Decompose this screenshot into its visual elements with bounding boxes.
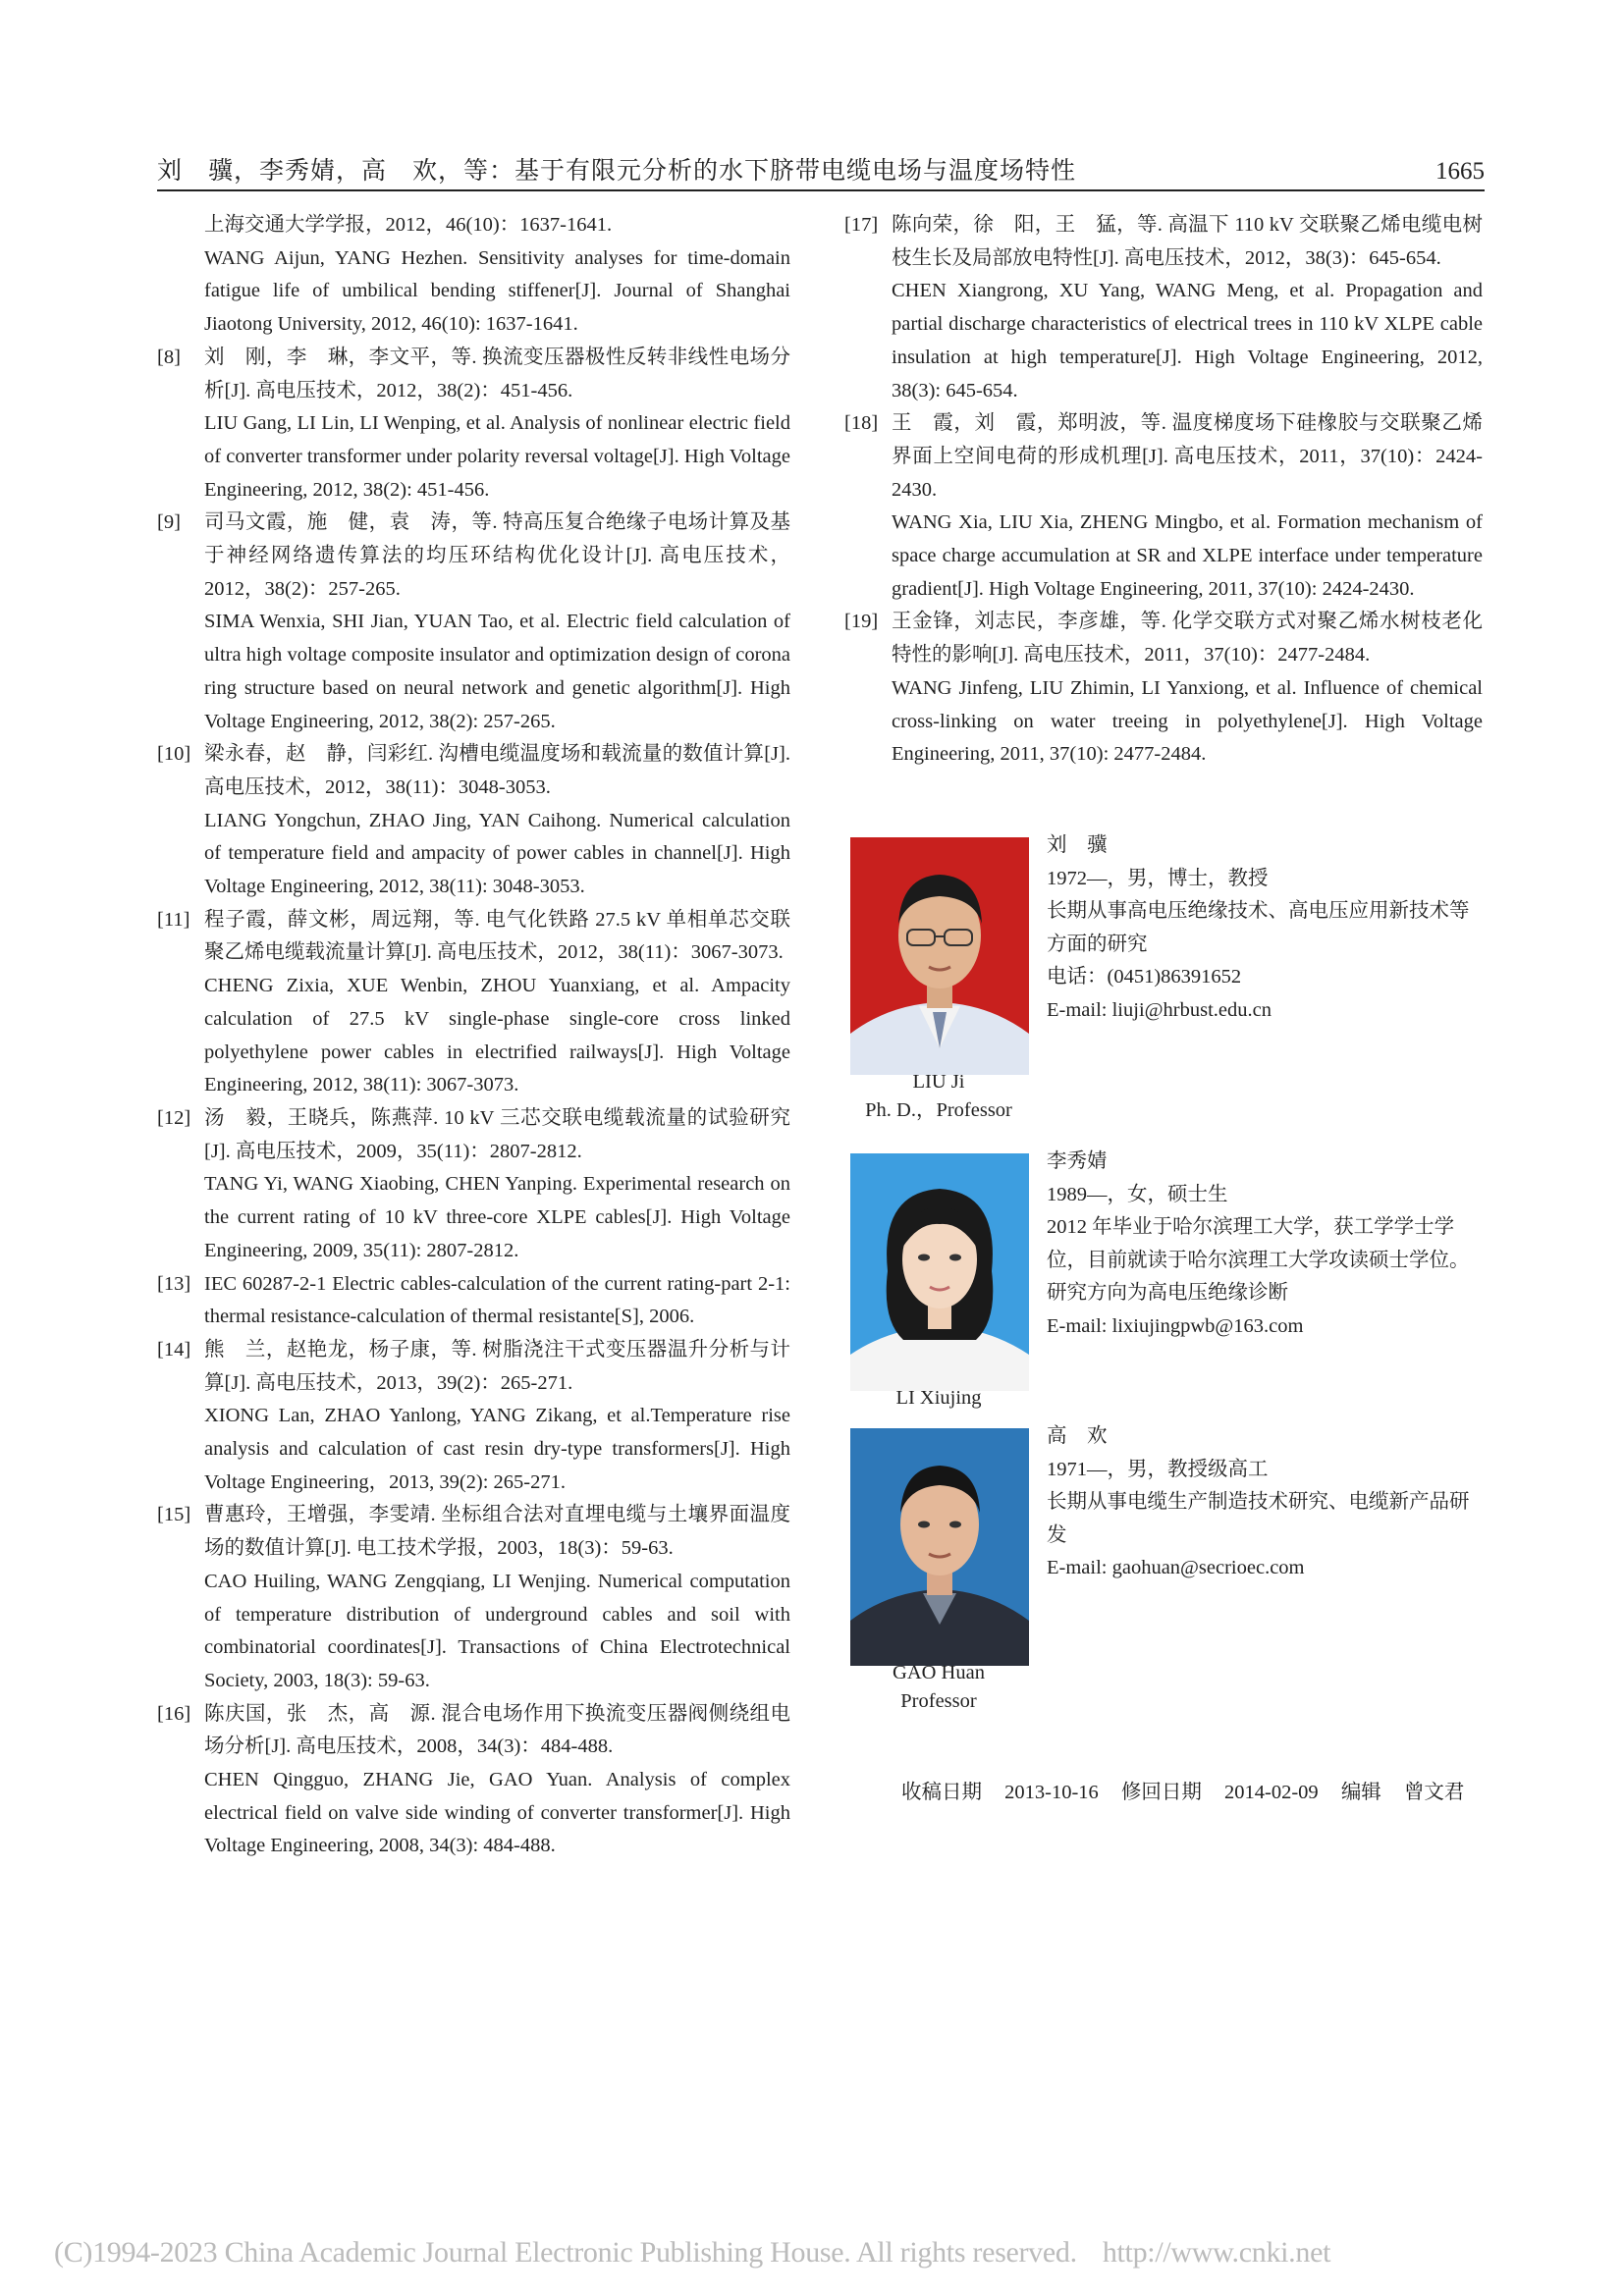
author-bio-text [1047, 1420, 1489, 1585]
reference-item [157, 1268, 790, 1334]
editor-label: 编辑 [1340, 1782, 1381, 1803]
reference-citation: 司马文霞，施 健，袁 涛，等. 特高压复合绝缘子电场计算及基于神经网络遗传算法的均压环结构优化设计[J]. 高电压技术，2012，38(2)：257-265. [204, 511, 790, 600]
reference-number: [12] [157, 1106, 191, 1129]
references-left-column [157, 209, 790, 1863]
reference-number: [10] [157, 743, 191, 766]
reference-citation-en: WANG Aijun, YANG Hezhen. Sensitivity analyses for time-domain fatigue life of umbilical bending stiffener[J]. Journal of Shanghai Jiaotong University, 2012, 46(10): 1637-1641. [204, 246, 790, 336]
author-name-en: GAO Huan [893, 1662, 985, 1683]
author-title-en: Ph. D.，Professor [865, 1099, 1012, 1121]
author-bio-text [1047, 1146, 1489, 1343]
running-header [157, 154, 1485, 191]
reference-item [157, 1499, 790, 1697]
reference-citation-en: SIMA Wenxia, SHI Jian, YUAN Tao, et al. Electric field calculation of ultra high voltage composite insulator and optimization design of corona ring structure based on neural network and genetic algorithm[J]. High Voltage Engineering, 2012, 38(2): 257-265. [204, 611, 790, 732]
author-email: E-mail: liuji@hrbust.edu.cn [1047, 998, 1272, 1021]
reference-number: [18] [844, 412, 879, 435]
running-title: 刘 骥，李秀婧，高 欢，等：基于有限元分析的水下脐带电缆电场与温度场特性 [157, 158, 1077, 185]
reference-citation-en: LIU Gang, LI Lin, LI Wenping, et al. Analysis of nonlinear electric field of converter transformer under polarity reversal voltage[J]. High Voltage Engineering, 2012, 38(2): 451-456. [204, 412, 790, 501]
reference-item [157, 1334, 790, 1500]
portrait-icon [850, 1153, 1029, 1391]
reference-item [157, 1698, 790, 1864]
reference-item [844, 606, 1483, 772]
reference-number: [14] [157, 1338, 191, 1361]
author-desc: 2012 年毕业于哈尔滨理工大学，获工学学士学位，目前就读于哈尔滨理工大学攻读硕士学位。研究方向为高电压绝缘诊断 [1047, 1216, 1470, 1304]
reference-citation-en: CHEN Xiangrong, XU Yang, WANG Meng, et al. Propagation and partial discharge characteristics of electrical trees in 110 kV XLPE cable insulation at high temperature[J]. High Voltage Engineering, 2012, 38(3): 645-654. [892, 280, 1483, 401]
author-name-en: LI Xiujing [895, 1387, 982, 1409]
reference-item [157, 507, 790, 738]
reference-item [157, 738, 790, 904]
reference-citation: 汤 毅，王晓兵，陈燕萍. 10 kV 三芯交联电缆载流量的试验研究[J]. 高电压技术，2009，35(11)：2807-2812. [204, 1106, 790, 1162]
author-name-cn: 李秀婧 [1047, 1150, 1108, 1172]
reference-item [844, 407, 1483, 606]
author-title-en: Professor [900, 1690, 977, 1712]
reference-citation: 王 霞，刘 霞，郑明波，等. 温度梯度场下硅橡胶与交联聚乙烯界面上空间电荷的形成机理[J]. 高电压技术，2011，37(10)：2424-2430. [892, 412, 1483, 501]
reference-citation: 上海交通大学学报，2012，46(10)：1637-1641. [204, 214, 613, 236]
reference-citation: 程子霞，薛文彬，周远翔，等. 电气化铁路 27.5 kV 单相单芯交联聚乙烯电缆载流量计算[J]. 高电压技术，2012，38(11)：3067-3073. [204, 908, 790, 964]
author-email: E-mail: gaohuan@secrioec.com [1047, 1557, 1305, 1578]
author-name-cn: 高 欢 [1047, 1425, 1108, 1447]
received-date: 2013-10-16 [1004, 1782, 1099, 1803]
author-bio-text [1047, 829, 1489, 1027]
author-birth: 1972—，男，博士，教授 [1047, 867, 1269, 889]
reference-citation: 熊 兰，赵艳龙，杨子康，等. 树脂浇注干式变压器温升分析与计算[J]. 高电压技术，2013，39(2)：265-271. [204, 1338, 790, 1394]
reference-item [157, 1102, 790, 1268]
submission-dates [901, 1775, 1482, 1804]
reference-citation-en: LIANG Yongchun, ZHAO Jing, YAN Caihong. Numerical calculation of temperature field and ampacity of power cables in channel[J]. High Voltage Engineering, 2012, 38(11): 3048-3053. [204, 809, 790, 898]
reference-number: [15] [157, 1504, 191, 1526]
author-birth: 1989—，女，硕士生 [1047, 1183, 1228, 1205]
copyright-text: (C)1994-2023 China Academic Journal Electronic Publishing House. All rights reserved. [54, 2236, 1077, 2269]
author-email: E-mail: lixiujingpwb@163.com [1047, 1314, 1304, 1337]
reference-citation: 曹惠玲，王增强，李雯靖. 坐标组合法对直埋电缆与土壤界面温度场的数值计算[J]. 电工技术学报，2003，18(3)：59-63. [204, 1504, 790, 1560]
reference-citation-en: CHEN Qingguo, ZHANG Jie, GAO Yuan. Analysis of complex electrical field on valve side winding of converter transformer[J]. High Voltage Engineering, 2008, 34(3): 484-488. [204, 1769, 790, 1857]
reference-citation: 陈庆国，张 杰，高 源. 混合电场作用下换流变压器阀侧绕组电场分析[J]. 高电压技术，2008，34(3)：484-488. [204, 1702, 790, 1758]
revised-label: 修回日期 [1120, 1782, 1202, 1803]
reference-citation-en: WANG Jinfeng, LIU Zhimin, LI Yanxiong, et al. Influence of chemical cross-linking on water treeing in polyethylene[J]. High Voltage Engineering, 2011, 37(10): 2477-2484. [892, 676, 1483, 766]
received-label: 收稿日期 [901, 1782, 982, 1803]
author-phone: 电话：(0451)86391652 [1047, 966, 1242, 988]
reference-number: [16] [157, 1702, 191, 1725]
author-name-en: LIU Ji [912, 1071, 965, 1093]
author-birth: 1971—，男，教授级高工 [1047, 1458, 1269, 1480]
reference-citation-en: XIONG Lan, ZHAO Yanlong, YANG Zikang, et al.Temperature rise analysis and calculation of cast resin dry-type transformers[J]. High Voltage Engineering，2013, 39(2): 265-271. [204, 1405, 790, 1493]
portrait-icon [850, 837, 1029, 1075]
reference-citation-en: CHENG Zixia, XUE Wenbin, ZHOU Yuanxiang, et al. Ampacity calculation of 27.5 kV single-phase single-core cross linked polyethylene power cables in electrified railways[J]. High Voltage Engineering, 2012, 38(11): 3067-3073. [204, 975, 790, 1096]
reference-citation: 陈向荣，徐 阳，王 猛，等. 高温下 110 kV 交联聚乙烯电缆电树枝生长及局部放电特性[J]. 高电压技术，2012，38(3)：645-654. [892, 214, 1483, 269]
author-name-cn: 刘 骥 [1047, 834, 1108, 856]
copyright-watermark [54, 2236, 1330, 2269]
portrait-icon [850, 1428, 1029, 1666]
reference-item [157, 904, 790, 1102]
reference-number: [9] [157, 511, 181, 534]
reference-citation-en: TANG Yi, WANG Xiaobing, CHEN Yanping. Experimental research on the current rating of 10 kV three-core XLPE cables[J]. High Voltage Engineering, 2009, 35(11): 2807-2812. [204, 1173, 790, 1261]
reference-item [157, 209, 790, 342]
author-desc: 长期从事高电压绝缘技术、高电压应用新技术等方面的研究 [1047, 900, 1470, 955]
reference-citation: 刘 刚，李 琳，李文平，等. 换流变压器极性反转非线性电场分析[J]. 高电压技术，2012，38(2)：451-456. [204, 346, 790, 401]
editor-name: 曾文君 [1403, 1782, 1465, 1803]
revised-date: 2014-02-09 [1224, 1782, 1319, 1803]
cnki-link[interactable]: http://www.cnki.net [1102, 2236, 1331, 2269]
reference-citation: IEC 60287-2-1 Electric cables-calculation of the current rating-part 2-1: thermal resistance-calculation of thermal resistante[S], 2006. [204, 1272, 790, 1328]
reference-citation-en: CAO Huiling, WANG Zengqiang, LI Wenjing. Numerical computation of temperature distribution of underground cables and soil with combinatorial coordinates[J]. Transactions of China Electrotechnical Society, 2003, 18(3): 59-63. [204, 1570, 790, 1691]
reference-number: [8] [157, 346, 181, 368]
reference-number: [13] [157, 1272, 191, 1295]
reference-citation: 王金锋，刘志民，李彦雄，等. 化学交联方式对聚乙烯水树枝老化特性的影响[J]. 高电压技术，2011，37(10)：2477-2484. [892, 611, 1483, 667]
author-photo-liu-ji [850, 837, 1029, 1075]
page-number: 1665 [1435, 158, 1485, 185]
reference-citation-en: WANG Xia, LIU Xia, ZHENG Mingbo, et al. Formation mechanism of space charge accumulation at SR and XLPE interface under temperature gradient[J]. High Voltage Engineering, 2011, 37(10): 2424-2430. [892, 511, 1483, 600]
author-desc: 长期从事电缆生产制造技术研究、电缆新产品研发 [1047, 1491, 1470, 1546]
reference-number: [11] [157, 908, 190, 931]
reference-citation: 梁永春，赵 静，闫彩红. 沟槽电缆温度场和载流量的数值计算[J]. 高电压技术，2012，38(11)：3048-3053. [204, 743, 790, 798]
references-right-column [844, 209, 1483, 772]
reference-number: [17] [844, 214, 879, 236]
reference-item [157, 342, 790, 507]
reference-item [844, 209, 1483, 407]
reference-number: [19] [844, 611, 879, 633]
author-photo-li-xiujing [850, 1153, 1029, 1391]
author-photo-gao-huan [850, 1428, 1029, 1666]
